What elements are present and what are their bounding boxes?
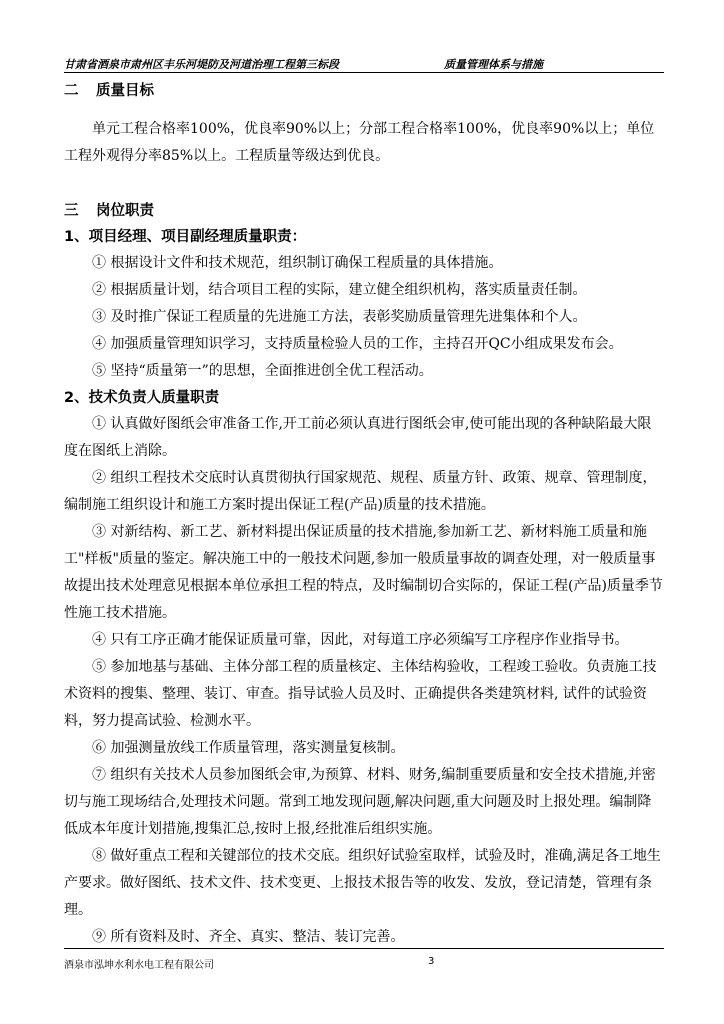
page-number: 3 bbox=[428, 956, 435, 967]
list-item: ⑤ 坚持“质量第一”的思想，全面推进创全优工程活动。 bbox=[92, 363, 433, 379]
section-duties-heading bbox=[64, 198, 664, 224]
list-item: ① 认真做好图纸会审准备工作,开工前必须认真进行图纸会审,使可能出现的各种缺陷最大限度在图纸上消除。 bbox=[64, 416, 652, 459]
list-item: ④ 只有工序正确才能保证质量可靠，因此，对每道工序必须编写工序程序作业指导书。 bbox=[92, 632, 629, 648]
section-title: 质量目标 bbox=[96, 83, 154, 99]
tech-duties-list bbox=[64, 411, 664, 951]
list-item: ⑧ 做好重点工程和关键部位的技术交底。组织好试验室取样，试验及时，准确,满足各工地生产要求。做好图纸、技术文件、技术变更、上报技术报告等的收发、发放，登记清楚，管理有条理。 bbox=[64, 848, 661, 918]
header-project-title: 甘肃省酒泉市肃州区丰乐河堤防及河道治理工程第三标段 bbox=[64, 58, 339, 71]
quality-goal-text: 单元工程合格率100%，优良率90%以上；分部工程合格率100%，优良率90%以上；单位工程外观得分率85%以上。工程质量等级达到优良。 bbox=[64, 121, 655, 164]
pm-duties-list bbox=[64, 250, 664, 385]
section-quality-goal-heading bbox=[64, 78, 664, 104]
footer-company: 酒泉市泓坤水利水电工程有限公司 bbox=[64, 960, 214, 971]
list-item: ④ 加强质量管理知识学习，支持质量检验人员的工作，主持召开QC小组成果发布会。 bbox=[92, 336, 623, 352]
list-item: ⑨ 所有资料及时、齐全、真实、整洁、装订完善。 bbox=[92, 929, 405, 945]
list-item: ⑦ 组织有关技术人员参加图纸会审,为预算、材料、财务,编制重要质量和安全技术措施,并密切与施工现场结合,处理技术问题。常到工地发现问题,解决问题,重大问题及时上报处理。编制降低成本年度计划措施,搜集汇总,按时上报,经批准后组织实施。 bbox=[64, 767, 656, 837]
list-item: ② 组织工程技术交底时认真贯彻执行国家规范、规程、质量方针、政策、规章、管理制度，编制施工组织设计和施工方案时提出保证工程(产品)质量的技术措施。 bbox=[64, 470, 657, 513]
list-item: ③ 及时推广保证工程质量的先进施工方法，表彰奖励质量管理先进集体和个人。 bbox=[92, 309, 587, 325]
list-item: ③ 对新结构、新工艺、新材料提出保证质量的技术措施,参加新工艺、新材料施工质量和施工"样板"质量的鉴定。解决施工中的一般技术问题,参加一般质量事故的调查处理，对一般质量事故提出技术处理意见根据本单位承担工程的特点，及时编制切合实际的，保证工程(产品)质量季节性施工技术措施。 bbox=[64, 524, 663, 621]
list-item: ② 根据质量计划，结合项目工程的实际，建立健全组织机构，落实质量责任制。 bbox=[92, 282, 587, 298]
section-number: 二 bbox=[64, 83, 79, 99]
tech-duties-heading: 2、技术负责人质量职责 bbox=[64, 390, 220, 406]
footer-divider bbox=[64, 948, 664, 949]
list-item: ① 根据设计文件和技术规范，组织制订确保工程质量的具体措施。 bbox=[92, 255, 503, 271]
header-divider bbox=[64, 72, 664, 73]
list-item: ⑤ 参加地基与基础、主体分部工程的质量核定、主体结构验收，工程竣工验收。负责施工技术资料的搜集、整理、装订、审查。指导试验人员及时、正确提供各类建筑材料, 试件的试验资料，努力提高试验、检测水平。 bbox=[64, 659, 657, 729]
page-header bbox=[64, 52, 664, 72]
header-doc-title: 质量管理体系与措施 bbox=[444, 58, 543, 71]
section-title: 岗位职责 bbox=[96, 203, 154, 219]
list-item: ⑥ 加强测量放线工作质量管理，落实测量复核制。 bbox=[92, 740, 405, 756]
section-number: 三 bbox=[64, 203, 79, 219]
pm-duties-heading: 1、项目经理、项目副经理质量职责： bbox=[64, 229, 307, 245]
document-body bbox=[64, 78, 664, 951]
